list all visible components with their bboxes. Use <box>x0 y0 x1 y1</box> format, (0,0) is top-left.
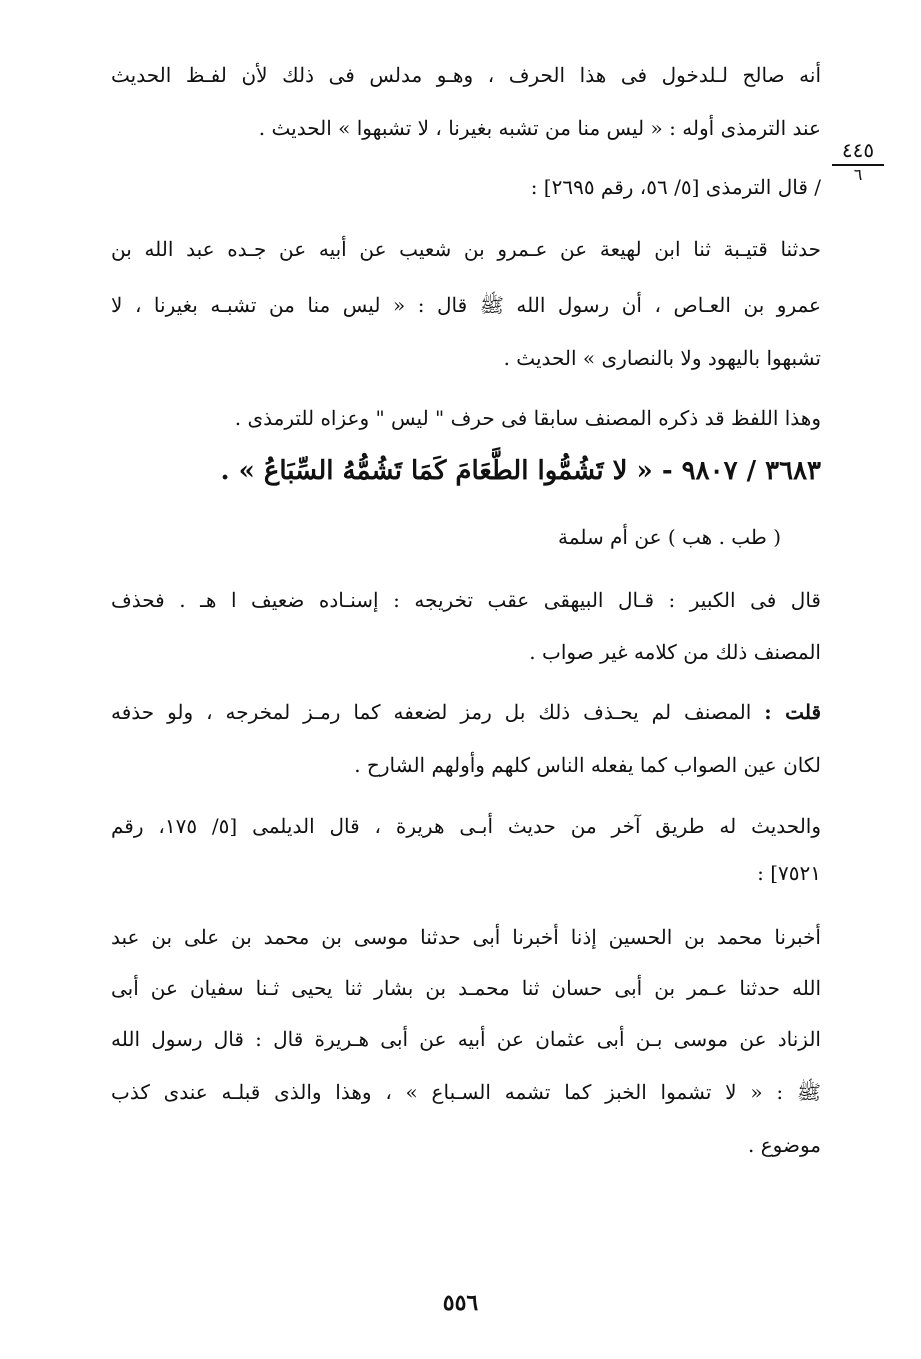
text-line-12 <box>111 697 821 727</box>
text-line-3: / قال الترمذى [٥/ ٥٦، رقم ٢٦٩٥] : <box>530 175 821 199</box>
text-line-7: وهذا اللفظ قد ذكره المصنف سابقا فى حرف " ليس " وعزاه للترمذى . <box>234 406 821 430</box>
text-line-14: والحديث له طريق آخر من حديث أبـى هريرة ، قال الديلمى [٥/ ١٧٥، رقم <box>111 814 821 838</box>
text-line-6: تشبهوا باليهود ولا بالنصارى » الحديث . <box>503 346 821 370</box>
text-line-4: حدثنا قتيـبة ثنا ابن لهيعة عن عـمرو بن شعيب عن أبيه عن جـده عبد الله بن <box>111 237 821 261</box>
text-line-16: أخبرنا محمد بن الحسين إذنا أخبرنا أبى حدثنا موسى بن محمد بن على بن عبد <box>111 925 821 949</box>
text-line-12-body: المصنف لم يحـذف ذلك بل رمز لضعفه كما رمـز لمخرجه ، ولو حذفه <box>111 700 752 724</box>
qult-label: قلت : <box>764 700 822 724</box>
text-line-13: لكان عين الصواب كما يفعله الناس كلهم وأولهم الشارح . <box>354 753 821 777</box>
text-line-5: عمرو بن العـاص ، أن رسول الله ﷺ قال : « ليس منا من تشبـه بغيرنا ، لا <box>111 293 821 317</box>
text-line-2: عند الترمذى أوله : « ليس منا من تشبه بغيرنا ، لا تشبهوا » الحديث . <box>258 116 821 140</box>
text-line-19: ﷺ : « لا تشموا الخبز كما تشمه السـباع » ، وهذا والذى قبلـه عندى كذب <box>111 1080 821 1104</box>
margin-reference-numerator: ٤٤٥ <box>841 138 875 162</box>
text-line-10: قال فى الكبير : قـال البيهقى عقب تخريجه : إسنـاده ضعيف ا هـ . فحذف <box>111 588 821 612</box>
margin-reference <box>828 138 888 184</box>
text-line-18: الزناد عن موسى بـن أبى عثمان عن أبيه عن أبى هـريرة قال : قال رسول الله <box>111 1027 821 1051</box>
text-line-15: ٧٥٢١] : <box>757 861 821 885</box>
text-line-17: الله حدثنا عـمر بن أبى حسان ثنا محمـد بن بشار ثنا يحيى ثـنا سفيان عن أبى <box>111 976 821 1000</box>
margin-reference-denominator: ٦ <box>853 165 863 184</box>
page-number: ٥٥٦ <box>442 1290 479 1316</box>
hadith-heading: ٣٦٨٣ / ٩٨٠٧ - « لا تَشُمُّوا الطَّعَامَ كَمَا تَشُمُّهُ السِّبَاعُ » . <box>220 456 821 486</box>
text-line-1: أنه صالح لـلدخول فى هذا الحرف ، وهـو مدلس فى ذلك لأن لفـظ الحديث <box>111 63 821 87</box>
text-line-20: موضوع . <box>747 1133 821 1157</box>
text-line-11: المصنف ذلك من كلامه غير صواب . <box>529 640 821 664</box>
source-attribution: ( طب . هب ) عن أم سلمة <box>558 525 781 549</box>
